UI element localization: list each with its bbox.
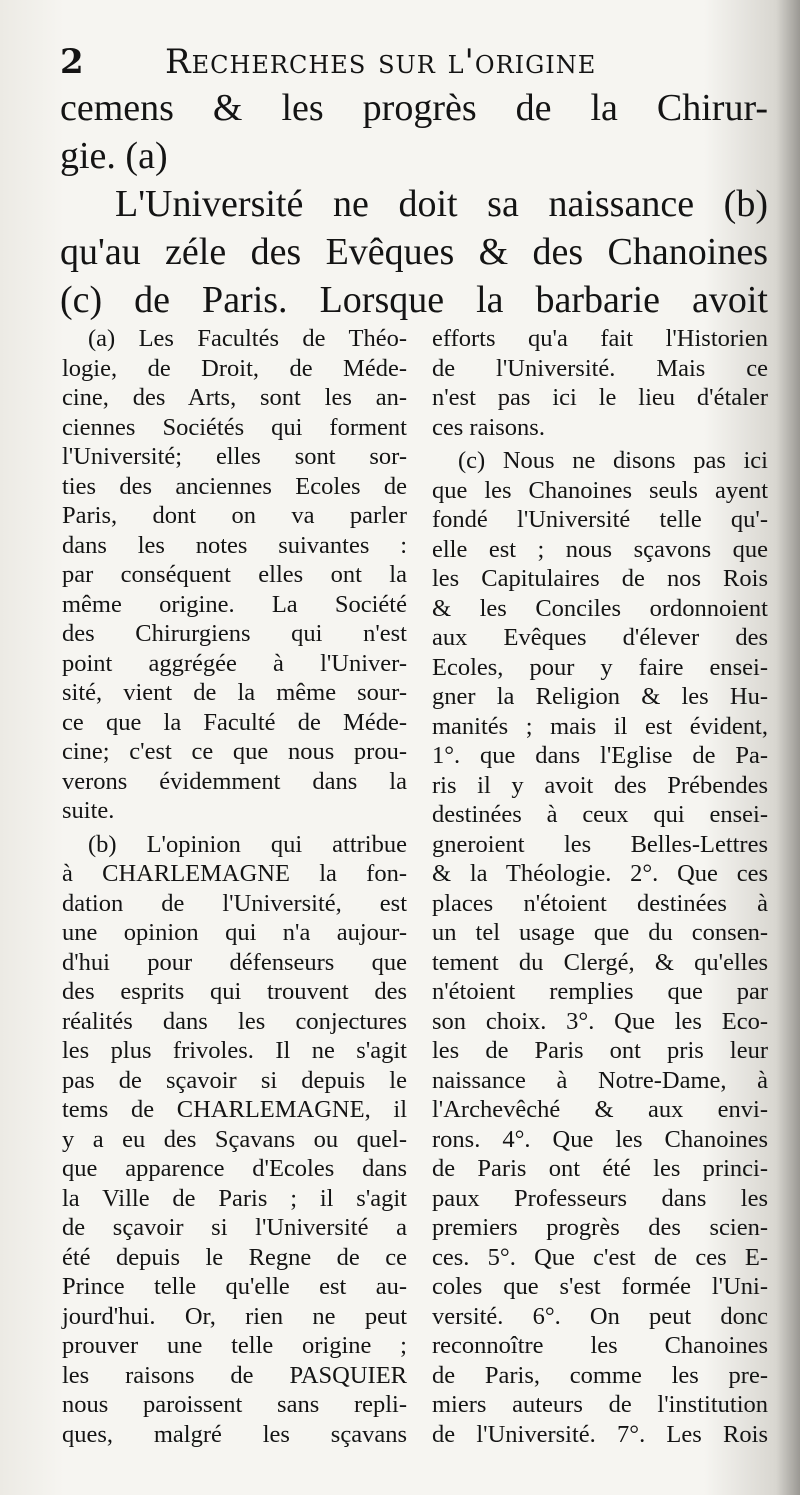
note-line: les de Paris ont pris leur [432,1037,768,1064]
note-line: rons. 4°. Que les Chanoines [432,1125,768,1153]
note-line: ties des anciennes Ecoles de [62,472,407,500]
note-line: & les Conciles ordonnoient [432,594,768,622]
note-line: point aggrégée à l'Univer- [62,649,407,677]
note-line: cine, des Arts, sont les an- [62,384,407,411]
note-line: les raisons de PASQUIER [62,1361,407,1389]
note-line: été depuis le Regne de ce [62,1243,407,1271]
body-line: (c) de Paris. Lorsque la barbarie avoit [60,279,768,321]
note-line: des Chirurgiens qui n'est [62,620,407,647]
note-line: pas de sçavoir si depuis le [62,1066,407,1094]
note-line: ques, malgré les sçavans [62,1420,407,1448]
note-line: Prince telle qu'elle est au- [62,1273,407,1300]
note-line: un tel usage que du consen- [432,919,768,946]
body-line: qu'au zéle des Evêques & des Chanoines [60,231,768,273]
note-line: à CHARLEMAGNE la fon- [62,860,407,887]
note-line: y a eu des Sçavans ou quel- [62,1125,407,1153]
note-line: Paris, dont on va parler [62,502,407,529]
note-line: des esprits qui trouvent des [62,978,407,1005]
note-line: suite. [62,797,115,824]
note-line: ce que la Faculté de Méde- [62,708,407,736]
note-line: réalités dans les conjectures [62,1007,407,1035]
body-line: gie. (a) [60,135,168,177]
note-line: efforts qu'a fait l'Historien [432,325,768,352]
note-line: que apparence d'Ecoles dans [62,1155,407,1182]
note-line: nous paroissent sans repli- [62,1391,407,1418]
note-line: (a) Les Facultés de Théo- [88,325,407,352]
note-line: versité. 6°. On peut donc [432,1302,768,1330]
body-line: cemens & les progrès de la Chirur- [60,87,768,129]
note-line: logie, de Droit, de Méde- [62,354,407,382]
note-line: miers auteurs de l'institution [432,1391,768,1418]
note-line: manités ; mais il est évident, [432,712,768,740]
note-line: dation de l'Université, est [62,889,407,917]
note-line: de l'Université. 7°. Les Rois [432,1420,768,1448]
footnotes-left-column [62,324,407,1449]
note-line: verons évidemment dans la [62,767,407,795]
note-line: ris il y avoit des Prébendes [432,771,768,799]
note-line: fondé l'Université telle qu'- [432,506,768,533]
note-line: coles que s'est formée l'Uni- [432,1273,768,1300]
note-line: d'hui pour défenseurs que [62,948,407,976]
note-line: n'est pas ici le lieu d'étaler [432,384,768,411]
note-line: prouver une telle origine ; [62,1332,407,1359]
note-line: dans les notes suivantes : [62,531,407,559]
note-line: sité, vient de la même sour- [62,679,407,706]
note-line: de Paris ont été les princi- [432,1155,768,1182]
note-line: de Paris, comme les pre- [432,1361,768,1389]
note-line: premiers progrès des scien- [432,1214,768,1241]
page-header [60,42,760,90]
footnote-separator [60,300,768,301]
running-title: Recherches sur l'origine [165,42,597,82]
note-line: même origine. La Société [62,590,407,618]
body-line: L'Université ne doit sa naissance (b) [115,183,768,225]
note-line: les plus frivoles. Il ne s'agit [62,1037,407,1064]
note-line: & la Théologie. 2°. Que ces [432,860,768,887]
note-line: gneroient les Belles-Lettres [432,830,768,858]
note-line: par conséquent elles ont la [62,561,407,588]
note-line: l'Université; elles sont sor- [62,443,407,470]
note-line: (c) Nous ne disons pas ici [458,447,768,474]
note-line: ciennes Sociétés qui forment [62,413,407,441]
note-line: jourd'hui. Or, rien ne peut [62,1302,407,1330]
note-line: ces raisons. [432,413,545,441]
note-line: l'Archevêché & aux envi- [432,1096,768,1123]
note-line: que les Chanoines seuls ayent [432,476,768,504]
footnotes-right-column [432,324,768,1449]
note-line: reconnoître les Chanoines [432,1332,768,1359]
note-line: la Ville de Paris ; il s'agit [62,1184,407,1212]
note-line: destinées à ceux qui ensei- [432,801,768,828]
note-line: une opinion qui n'a aujour- [62,919,407,946]
note-line: ces. 5°. Que c'est de ces E- [432,1243,768,1271]
note-line: cine; c'est ce que nous prou- [62,738,407,765]
note-line: naissance à Notre-Dame, à [432,1066,768,1094]
main-body-text [60,84,768,324]
note-line: tement du Clergé, & qu'elles [432,948,768,976]
page-number: 2 [60,42,85,82]
note-line: 1°. que dans l'Eglise de Pa- [432,742,768,769]
note-line: de sçavoir si l'Université a [62,1214,407,1241]
note-line: paux Professeurs dans les [432,1184,768,1212]
note-line: les Capitulaires de nos Rois [432,565,768,592]
note-line: (b) L'opinion qui attribue [88,830,407,858]
note-line: n'étoient remplies que par [432,978,768,1005]
note-line: places n'étoient destinées à [432,889,768,917]
note-line: aux Evêques d'élever des [432,624,768,651]
note-line: Ecoles, pour y faire ensei- [432,653,768,681]
note-line: tems de CHARLEMAGNE, il [62,1096,407,1123]
note-line: gner la Religion & les Hu- [432,683,768,710]
note-line: de l'Université. Mais ce [432,354,768,382]
note-line: elle est ; nous sçavons que [432,535,768,563]
note-line: son choix. 3°. Que les Eco- [432,1007,768,1035]
